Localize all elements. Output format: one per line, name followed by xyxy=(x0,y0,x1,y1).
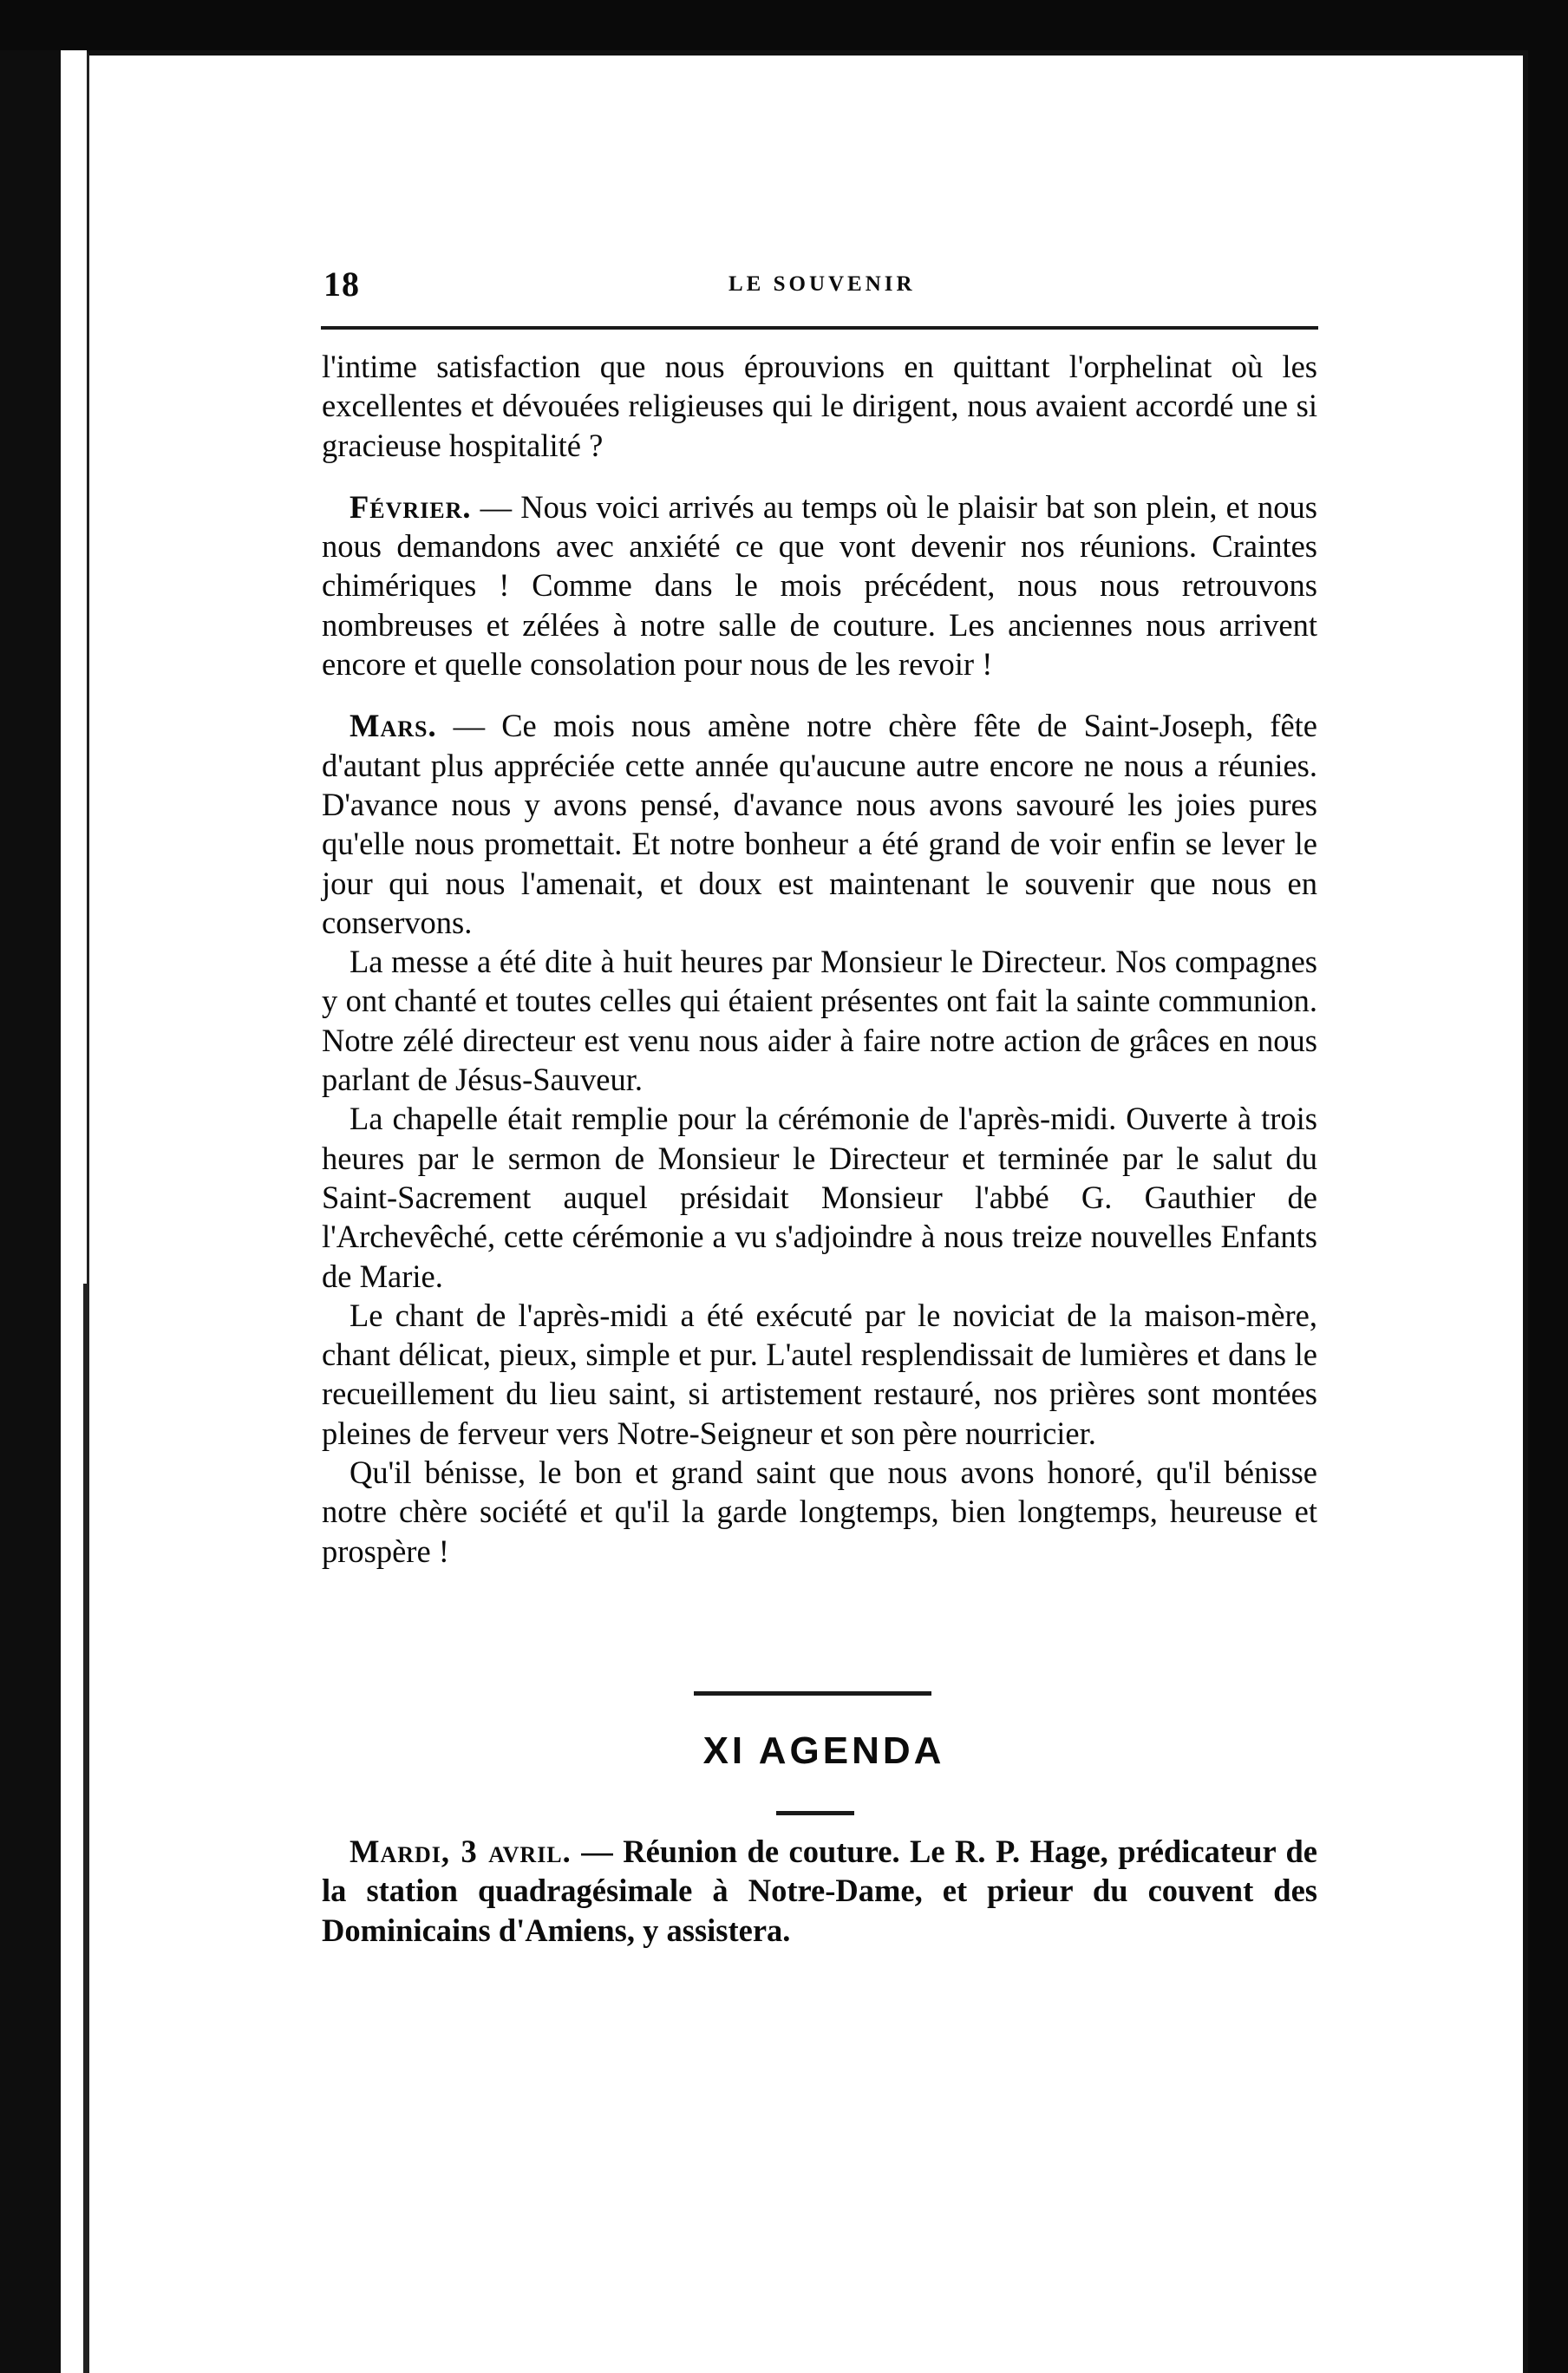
header-rule xyxy=(321,326,1318,330)
month-lead: Février. xyxy=(350,488,472,525)
paragraph-fevrier xyxy=(322,487,1317,683)
running-title: LE SOUVENIR xyxy=(728,272,916,296)
page-number: 18 xyxy=(323,265,360,304)
paragraph-text: — Ce mois nous amène notre chère fête de Saint-Joseph, fête d'autant plus appréciée cette année qu'aucune autre encore ne nous a réunies. D'avance nous y avons pensé, d'avance nous avons savouré les joies pures qu'elle nous promettait. Et notre bonheur a été grand de voir enfin se lever le jour qui nous l'amenait, et doux est maintenant le souvenir que nous en conservons. xyxy=(322,708,1317,940)
paragraph-text: l'intime satisfaction que nous éprouvions en quittant l'orphelinat où les excellentes et dévouées religieuses qui le dirigent, nous avaient accordé une si gracieuse hospitalité ? xyxy=(322,349,1317,463)
agenda-entry xyxy=(322,1832,1317,1950)
paragraph-text: La messe a été dite à huit heures par Monsieur le Directeur. Nos compagnes y ont chanté et toutes celles qui étaient présentes ont fait la sainte communion. Notre zélé directeur est venu nous aider à faire notre action de grâces en nous parlant de Jésus-Sauveur. xyxy=(322,944,1317,1098)
scan-left-border xyxy=(0,50,61,2373)
paragraph-mars xyxy=(322,706,1317,942)
scan-right-border xyxy=(1528,0,1568,2373)
section-divider-rule xyxy=(694,1691,931,1696)
paragraph-text: — Nous voici arrivés au temps où le plaisir bat son plein, et nous nous demandons avec anxiété ce que vont devenir nos réunions. Craintes chimériques ! Comme dans le mois précédent, nous nous retrouvons nombreuses et zélées à notre salle de couture. Les anciennes nous arrivent encore et quelle consolation pour nous de les revoir ! xyxy=(322,488,1317,683)
title-underline-rule xyxy=(776,1811,854,1815)
section-title: XI AGENDA xyxy=(702,1729,945,1772)
month-lead: Mars. xyxy=(350,708,437,744)
paragraph xyxy=(322,942,1317,1099)
paragraph-text: Le chant de l'après-midi a été exécuté par le noviciat de la maison-mère, chant délicat, pieux, simple et pur. L'autel resplendissait de lumières et dans le recueillement du lieu saint, si artistement restauré, nos prières sont montées pleines de ferveur vers Notre-Seigneur et son père nourricier. xyxy=(322,1297,1317,1451)
body-text xyxy=(322,347,1317,1571)
page-edge-line xyxy=(83,1284,87,2373)
paragraph xyxy=(322,1296,1317,1453)
paragraph-text: La chapelle était remplie pour la cérémonie de l'après-midi. Ouverte à trois heures par le sermon de Monsieur le Directeur et terminée par le salut du Saint-Sacrement auquel présidait Monsieur l'abbé G. Gauthier de l'Archevêché, cette cérémonie a vu s'adjoindre à nous treize nouvelles Enfants de Marie. xyxy=(322,1101,1317,1294)
paragraph-text: Qu'il bénisse, le bon et grand saint que nous avons honoré, qu'il bénisse notre chère société et qu'il la garde longtemps, bien longtemps, heureuse et prospère ! xyxy=(322,1455,1317,1569)
paragraph xyxy=(322,347,1317,465)
paragraph xyxy=(322,1099,1317,1295)
paragraph xyxy=(322,1453,1317,1571)
agenda-date: Mardi, 3 avril. xyxy=(350,1834,572,1869)
scan-top-border xyxy=(0,0,1568,50)
agenda-text: — Réunion de couture. Le R. P. Hage, prédicateur de la station quadragésimale à Notre-Dame, et prieur du couvent des Dominicains d'Amiens, y assistera. xyxy=(322,1834,1317,1948)
